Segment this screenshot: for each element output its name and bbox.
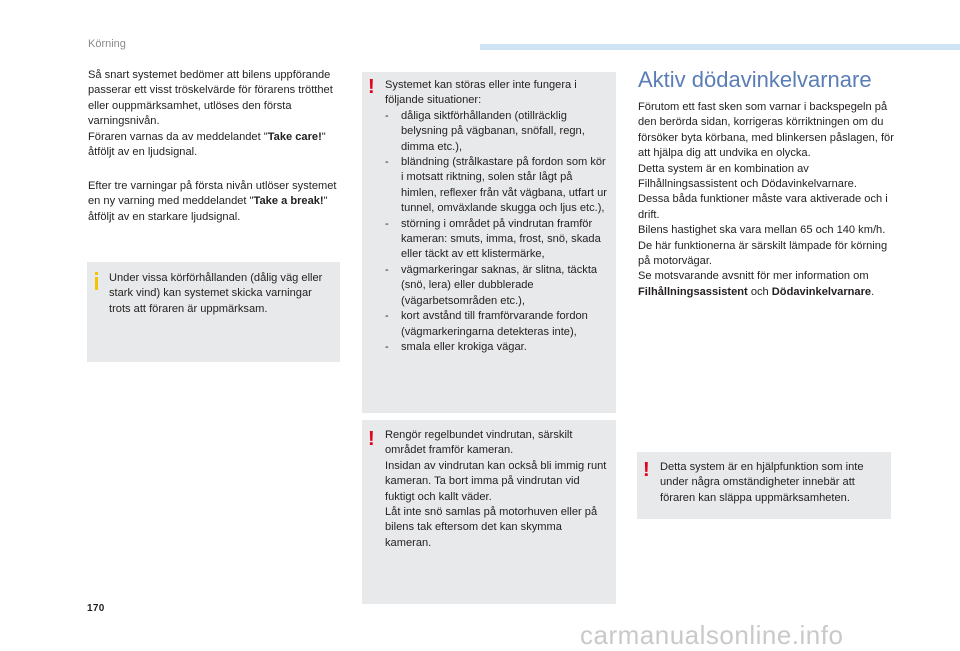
warning-box-interference — [362, 72, 616, 413]
warning-icon: ! — [643, 459, 650, 481]
list-item: - vägmarkeringar saknas, är slitna, täckta (snö, lera) eller dubblerade (vägarbetsområden etc.), — [385, 263, 611, 309]
description-paragraph: Bilens hastighet ska vara mellan 65 och 140 km/h. — [638, 224, 886, 237]
fogging-text: Insidan av vindrutan kan också bli immig runt kameran. Ta bort imma på vindrutan vid fuktigt och kallt väder. — [385, 459, 607, 503]
list-item: - bländning (strålkastare på fordon som kör i motsatt riktning, solen står lågt på himlen, reflexer från våt vägbana, utfart ur tunnel, omväxlande skugga och ljus etc.), — [385, 155, 611, 217]
take-care-text: Föraren varnas da av meddelandet "Take care!" åtföljt av en ljudsignal. — [88, 130, 326, 159]
warning-box-cleaning — [362, 420, 616, 604]
warning-intro: Systemet kan störas eller inte fungera i följande situationer: — [385, 79, 577, 107]
list-item: - störning i området på vindrutan framför kameran: smuts, imma, frost, snö, skada eller täckt av ett klistermärke, — [385, 217, 611, 263]
info-icon — [95, 272, 98, 290]
see-also-text: Se motsvarande avsnitt för mer information om Filhållningsassistent och Dödavinkelvarnare. — [638, 270, 875, 298]
warning-icon: ! — [368, 76, 375, 98]
info-box — [87, 262, 340, 362]
list-item: - smala eller krokiga vägar. — [385, 340, 611, 355]
description-paragraph: Dessa båda funktioner måste vara aktiverade och i drift. — [638, 193, 888, 221]
section-title: Körning — [88, 38, 126, 50]
header-bar — [480, 44, 960, 50]
list-item: - dåliga siktförhållanden (otillräcklig belysning på vägbanan, snöfall, regn, dimma etc.), — [385, 109, 611, 155]
description-paragraph: Detta system är en kombination av Filhållningsassistent och Dödavinkelvarnare. — [638, 162, 857, 191]
warning-icon: ! — [368, 428, 375, 450]
description-paragraph: Förutom ett fast sken som varnar i backspegeln på den berörda sidan, korrigeras körriktningen om du försöker byta körbana, med blinkersen påslagen, för att hjälpa dig att undvika en olycka. — [638, 101, 894, 160]
assist-warning-text: Detta system är en hjälpfunktion som inte under några omständigheter innebär att föraren kan släppa uppmärksamheten. — [660, 461, 864, 504]
fatigue-threshold-text: Så snart systemet bedömer att bilens uppförande passerar ett visst tröskelvärde för förarens trötthet eller ouppmärksamhet, utlöses den första varningsnivån. — [88, 69, 333, 128]
blind-spot-description — [638, 100, 894, 300]
section-heading: Aktiv dödavinkelvarnare — [638, 67, 872, 92]
warning-box-assist — [637, 452, 891, 519]
page-number: 170 — [87, 603, 105, 614]
snow-text: Låt inte snö samlas på motorhuven eller på bilens tak eftersom det kan skymma kameran. — [385, 506, 598, 549]
info-text: Under vissa körförhållanden (dålig väg eller stark vind) kan systemet skicka varningar trots att föraren är uppmärksam. — [109, 272, 323, 315]
cleaning-text: Rengör regelbundet vindrutan, särskilt området framför kameran. — [385, 429, 573, 457]
take-a-break-text: Efter tre varningar på första nivån utlöser systemet en ny varning med meddelandet "Take a break!" åtföljt av en starkare ljudsignal. — [88, 180, 337, 223]
interference-list — [385, 109, 611, 356]
watermark: carmanualsonline.info — [580, 620, 844, 650]
fatigue-paragraph-2 — [88, 179, 348, 225]
fatigue-paragraph-1 — [88, 68, 348, 160]
description-paragraph: De här funktionerna är särskilt lämpade för körning på motorvägar. — [638, 239, 888, 268]
list-item: - kort avstånd till framförvarande fordon (vägmarkeringarna detekteras inte), — [385, 309, 611, 340]
